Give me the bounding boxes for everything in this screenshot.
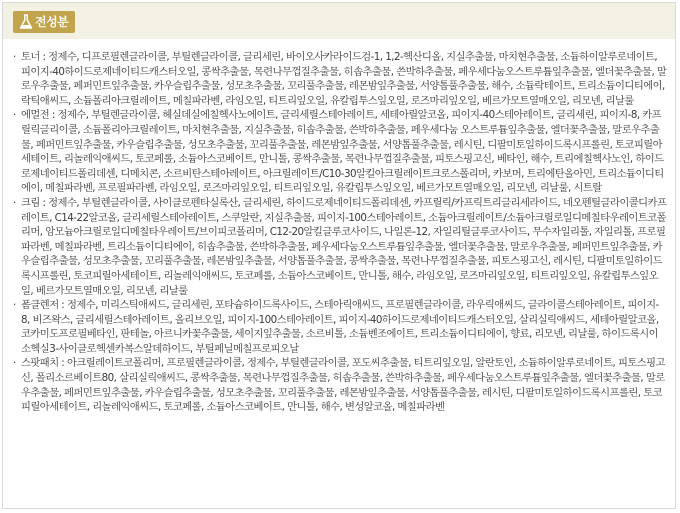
bullet: · (13, 51, 16, 63)
panel-header (3, 3, 675, 39)
ingredient-text: 폼클렌저 : 정제수, 미리스틱애씨드, 글리세린, 포타슘하이드록사이드, 스테아릭애씨드, 프로필렌글라이콜, 라우릭애씨드, 글라이콜스테아레이트, 피이지-8, 비즈왁스, 글리세릴스테아레이트, 올리브오일, 피이지-100스테아레이트, 피이지-40하이드로제네이티드캐스터오일, 살리실릭애씨드, 세테아릴알코올, 코카미도프로필베타인, 판테놀, 아르니카꽃추출물, 세이지잎추출물, 소르비톨, 소듐벤조에이트, 트리소듐이디티에이, 향료, 리모넨, 리날룰, 하이드록시이소헥실3-사이클로헥센카복스알데하이드, 부틸페닐메칠프로피오날 (21, 299, 659, 355)
bullet: · (13, 109, 16, 122)
bullet: · (13, 299, 16, 312)
ingredient-item-spot-patch (13, 356, 667, 414)
ingredients-panel (2, 2, 676, 509)
ingredient-item-toner (13, 50, 667, 108)
flask-icon (19, 14, 33, 30)
ingredient-text: 토너 : 정제수, 디프로필렌글라이콜, 부틸렌글라이콜, 글리세린, 바이오사카라이드검-1, 1,2-헥산디올, 지실추출물, 마치현추출물, 소듐하이알루로네이트, 피이지-40하이드로제네이티드캐스터오일, 콩싹추출물, 목련나무껍질추출물, 히솝추출물, 쓴박하추출물, 페우세다눔오스트루튬잎추출물, 엘더꽃추출물, 말로우추출물, 페퍼민트잎추출물, 카우슬립추출물, 성모초추출물, 꼬리풀추출물, 레몬밤잎추출물, 서양톱풀추출물, 해수, 소듐락테이트, 트리소듐이디티에이, 락틱애씨드, 소듐폴리아크릴레이트, 메칠파라벤, 라임오일, 티트리잎오일, 유칼립투스잎오일, 로즈마리잎오일, 베르가모트열매오일, 리모넨, 리날룰 (21, 51, 667, 107)
ingredient-text: 에멀전 : 정제수, 부틸렌글라이콜, 헤실데실에칠헥사노에이트, 글리세릴스테아레이트, 세테아릴알코올, 피이지-40스테아레이트, 글리세린, 피이지-8, 카프릴릭글리이콜, 소듐폴리아크릴레이트, 마치현추출물, 지실추출물, 히솝추출물, 쓴박하추출물, 페우세다눔 오스트루튬잎추출물, 엘더꽃추출물, 말로우추출물, 페퍼민트잎추출물, 카우슬립추출물, 성모초추출물, 꼬리풀추출물, 레몬밤잎추출물, 서양톱풀추출물, 레시틴, 디팔미토일하이드록시프롤린, 토코피릴아세테이트, 리놀레익애씨드, 토코페롤, 소듐아스코베이트, 만니톨, 콩싹추출물, 목련나무껍질추출물, 피토스핑고신, 베타인, 해수, 트리에칠헥사노인, 하이드로제네이티드폴리데센, 디메치콘, 소르비탄스테아레이트, 아크릴레이트/C10-30알킬아크릴레이트크로스폴리머, 카보머, 트리에탄올아민, 트리소듐이디티에이, 메칠파라벤, 프로필파라벤, 라임오일, 로즈마리잎오일, 티트리잎오일, 유칼립투스잎오일, 베르가모트열매오일, 리모넨, 리날룰, 시트랄 (21, 109, 664, 195)
ingredient-text: 크림 : 정제수, 부틸렌글라이콜, 사이클로펜타실록산, 글리세린, 하이드로제네이티드폴리데센, 카프릴릭/카프릭트리글리세라이드, 네오펜틸글라이콜디카프레이트, C14-22알코올, 글리세릴스테아레이트, 스쿠알란, 지실추출물, 피이지-100스테아레이트, 소듐아크릴레이트/소듐아크릴로일디메칠타우레이트코폴리머, 암모늄아크릴로일디메칠타우레이트/브이피코폴리머, C12-20알킬글루코사이드, 나일론-12, 자일리틸글루코사이드, 무수자일리톨, 자일리톨, 프로필파라벤, 메칠파라벤, 트리소듐이디티에이, 히솝추출물, 쓴박하추출물, 페우세다눔오스트루튬잎추출물, 엘더꽃추출물, 말로우추출물, 페퍼민트잎추출물, 카우슬립추출물, 성모초추출물, 꼬리풀추출물, 레몬밤잎추출물, 서양톱풀추출물, 콩싹추출물, 목련나무껍질추출물, 피토스핑고신, 레시틴, 디팔미토일하이드록시프롤린, 토코피릴아세테이트, 리놀레익애씨드, 토코페롤, 소듐아스코베이트, 만니톨, 해수, 라임오일, 로즈마리잎오일, 티트리잎오일, 유칼립투스잎오일, 베르가모트열매오일, 리모넨, 리날룰 (21, 196, 667, 297)
ingredient-item-foam-cleanser (13, 298, 667, 356)
ingredient-item-emulsion (13, 108, 667, 196)
bullet: · (13, 357, 16, 370)
ingredient-text: 스팟패치 : 아크릴레이트코폴리머, 프로필렌글라이콜, 정제수, 부틸렌글라이콜, 포도씨추출물, 티트리잎오일, 알란토인, 소듐하이알루로네이트, 피토스핑고신, 폴리소르베이트80, 살리실릭애씨드, 콩싹추출물, 목련나무껍질추출물, 히솝추출물, 쓴박하추출물, 페우세다눔오스트루튬잎추출물, 엘더꽃추출물, 말로우추출물, 페퍼민트잎추출물, 카우슬립추출물, 성모초추출물, 꼬리풀추출물, 레몬밤잎추출물, 서양톱풀추출물, 레시틴, 디팔미토일하이드록시프롤린, 토코피릴아세테이트, 리놀레익애씨드, 토코페롤, 소듐아스코베이트, 만니톨, 해수, 변성알코올, 메칠파라벤 (21, 357, 665, 414)
ingredient-list (13, 50, 667, 415)
bullet: · (13, 196, 16, 209)
ingredient-item-cream (13, 196, 667, 298)
section-title: 전성분 (35, 15, 69, 29)
section-tag (13, 11, 75, 33)
